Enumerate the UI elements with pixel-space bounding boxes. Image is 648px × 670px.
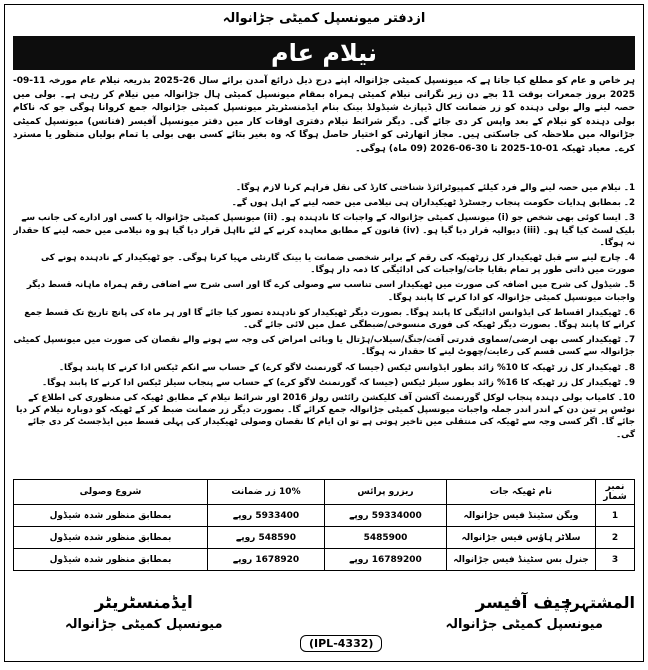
administrator-org: میونسپل کمیٹی جڑانوالہ — [65, 617, 223, 632]
header-security: 10% زر ضمانت — [208, 480, 325, 505]
chief-officer-signature — [445, 593, 603, 632]
term-item: 9۔ ٹھیکیدار کل زر ٹھیکہ کا 16% زائد بطور سیلز ٹیکس (جیسا کہ گورنمنٹ لاگو کرے) کے حساب سے پنجاب سیلز ٹیکس ادا کرنے کا پابند ہوگا۔ — [42, 377, 635, 388]
term-item: 4۔ چارج لینے سے قبل ٹھیکیدار کل زرٹھیکہ کی رقم کے برابر شخصی ضمانت یا بینک گارنٹی مہیا کرنا ہوگی۔ جو ٹھیکیدار کے نادہندہ ہونے کی صورت میں ذاتی طور پر تمام بقایا جات/واجبات کی ادائیگی کا ذمہ دار ہوگا۔ — [41, 253, 635, 276]
cell-serial: 3 — [596, 549, 635, 571]
footer — [5, 591, 643, 655]
reference-code: (IPL-4332) — [300, 635, 382, 652]
cell-reserve-price: 5485900 — [325, 527, 447, 549]
chief-officer-title: چیف آفیسر — [475, 593, 573, 613]
title-banner — [13, 36, 635, 70]
cell-serial: 1 — [596, 505, 635, 527]
term-item: 2۔ بمطابق ہدایات حکومت پنجاب رجسٹرڈ ٹھیکیداران ہی نیلامی میں حصہ لینے کے اہل ہوں گے۔ — [231, 198, 635, 209]
administrator-title: ایڈمنسٹریٹر — [94, 593, 193, 613]
office-heading: ازدفتر میونسپل کمیٹی جڑانوالہ — [222, 11, 426, 26]
table-header-row — [14, 480, 635, 505]
advertisement-page — [4, 4, 644, 662]
table-row — [14, 527, 635, 549]
header-start-collection: شروع وصولی — [14, 480, 208, 505]
cell-security: 5933400 روپے — [208, 505, 325, 527]
administrator-signature — [65, 593, 223, 632]
intro-paragraph: ہر خاص و عام کو مطلع کیا جاتا ہے کہ میونسپل کمیٹی جڑانوالہ اپنے درج ذیل ذرائع آمدن برائے سال 26-2025 بذریعہ نیلام عام مورخہ 11-09-2025 بروز جمعرات بوقت 11 بجے دن زیر نگرانی نیلام کمیٹی ہمراہ بمقام میونسپل کمیٹی ہال جڑانوالہ میں نیلام کر رہی ہے۔ بولی میں حصہ لینے والے بولی دہندہ کو زر ضمانت کال ڈیپازٹ شیڈولڈ بینک بنام ایڈمنسٹریٹر میونسپل کمیٹی جڑانوالہ جمع کروانا ہوگی جو کہ ناکام بولی دہندہ کو نیلام کے بعد واپس کر دی جائے گی۔ دیگر شرائط نیلام دفتری اوقات کار میں دفتر میونسپل آفیسر (فنانس) میونسپل کمیٹی جڑانوالہ میں ملاحظہ کی جاسکتی ہیں۔ مجاز اتھارٹی کو اختیار حاصل ہوگا کہ وہ بغیر بتائے کسی بھی بولی یا تمام بولیاں منظور یا مسترد کرے۔ معیاد ٹھیکہ 01-10-2025 تا 30-06-2026 (09 ماہ) ہوگی۔ — [13, 76, 636, 154]
cell-reserve-price: 16789200 روپے — [325, 549, 447, 571]
term-item: 5۔ شیڈول کی شرح میں اضافہ کی صورت میں ٹھیکیدار اسی تناسب سے وصولی کرے گا اور اسی شرح سے اضافی رقم ہمراہ ماہانہ قسط دیگر واجبات میونسپل کمیٹی جڑانوالہ کو ادا کرنے کا پابند ہوگا۔ — [26, 280, 635, 303]
header-contract-name: نام ٹھیکہ جات — [447, 480, 596, 505]
term-item: 3۔ ایسا کوئی بھی شخص جو (i) میونسپل کمیٹی جڑانوالہ کے واجبات کا نادہندہ ہو۔ (ii) میونسپل کمیٹی جڑانوالہ یا کسی اور ادارے کی جانب سے بلیک لسٹ کیا گیا ہو۔ (iii) دیوالیہ قرار دیا گیا ہو۔ (iv) قانون کے مطابق معاہدہ کرنے کے لئے نااہل قرار دیا گیا ہو وہ نیلامی میں حصہ لینے کا حقدار نہ ہوگا۔ — [13, 213, 635, 248]
term-item: 7۔ ٹھیکیدار کسی بھی ارضی/سماوی قدرتی آفت/جنگ/سیلاب/ہڑتال یا وبائی امراض کی وجہ سے ہونے والے نقصان کی صورت میں میونسپل کمیٹی جڑانوالہ سے کسی قسم کی رعایت/چھوٹ لینے کا حقدار نہ ہوگا۔ — [13, 335, 635, 358]
cell-contract-name: ویگن سٹینڈ فیس جڑانوالہ — [447, 505, 596, 527]
header-reserve-price: ریزرو پرائس — [325, 480, 447, 505]
auction-table — [13, 479, 635, 571]
cell-contract-name: جنرل بس سٹینڈ فیس جڑانوالہ — [447, 549, 596, 571]
header-serial: نمبر شمار — [596, 480, 635, 505]
term-item: 8۔ ٹھیکیدار کل زر ٹھیکہ کا 10% زائد بطور ایڈوانس ٹیکس (جیسا کہ گورنمنٹ لاگو کرے) کے حساب سے انکم ٹیکس ادا کرنے کا پابند ہوگا۔ — [58, 362, 635, 373]
cell-reserve-price: 59334000 روپے — [325, 505, 447, 527]
cell-start-collection: بمطابق منظور شدہ شیڈول — [14, 527, 208, 549]
cell-start-collection: بمطابق منظور شدہ شیڈول — [14, 549, 208, 571]
cell-security: 1678920 روپے — [208, 549, 325, 571]
chief-officer-org: میونسپل کمیٹی جڑانوالہ — [445, 617, 603, 632]
page-title: نیلام عام — [271, 39, 377, 67]
table-row — [14, 505, 635, 527]
table-row — [14, 549, 635, 571]
cell-security: 548590 روپے — [208, 527, 325, 549]
cell-start-collection: بمطابق منظور شدہ شیڈول — [14, 505, 208, 527]
terms-list — [13, 182, 635, 444]
cell-contract-name: سلاٹر ہاؤس فیس جڑانوالہ — [447, 527, 596, 549]
term-item: 1۔ نیلام میں حصہ لینے والے فرد کیلئے کمپیوٹرائزڈ شناختی کارڈ کی نقل فراہم کرنا لازم ہوگا۔ — [235, 183, 635, 193]
cell-serial: 2 — [596, 527, 635, 549]
advertiser-label: المشتہر: — [564, 593, 635, 612]
term-item: 6۔ ٹھیکیدار اقساط کی ایڈوانس ادائیگی کا پابند ہوگا۔ بصورت دیگر ٹھیکیدار کو نادہندہ تصور کیا جائے گا اور ہر ماہ کی پانچ تاریخ تک قسط جمع کرانے کا پابند ہوگا۔ بصورت دیگر ٹھیکہ کی فوری منسوخی/ضبطگی عمل میں لائی جائے گی۔ — [24, 307, 635, 331]
term-item: 10۔ کامیاب بولی دہندہ پنجاب لوکل گورنمنٹ آکشن آف کلیکشن رائٹس رولز 2016 اور شرائط نیلام کے مطابق ٹھیکہ کی منظوری کی اطلاع کے نوٹس پر تین دن کے اندر اندر جملہ واجبات میونسپل کمیٹی جڑانوالہ جمع کرائے گا۔ بصورت دیگر زر ضمانت ضبط کر کے ٹھیکہ کو دوبارہ نیلام کر دیا جائے گا۔ اگر کسی وجہ سے ٹھیکہ کی منتقلی میں تاخیر ہوتی ہے تو ان ایام کا نقصان وصولی ٹھیکیدار کی پہلی قسط میں ایڈجسٹ کر دی جائے گی۔ — [16, 393, 635, 440]
